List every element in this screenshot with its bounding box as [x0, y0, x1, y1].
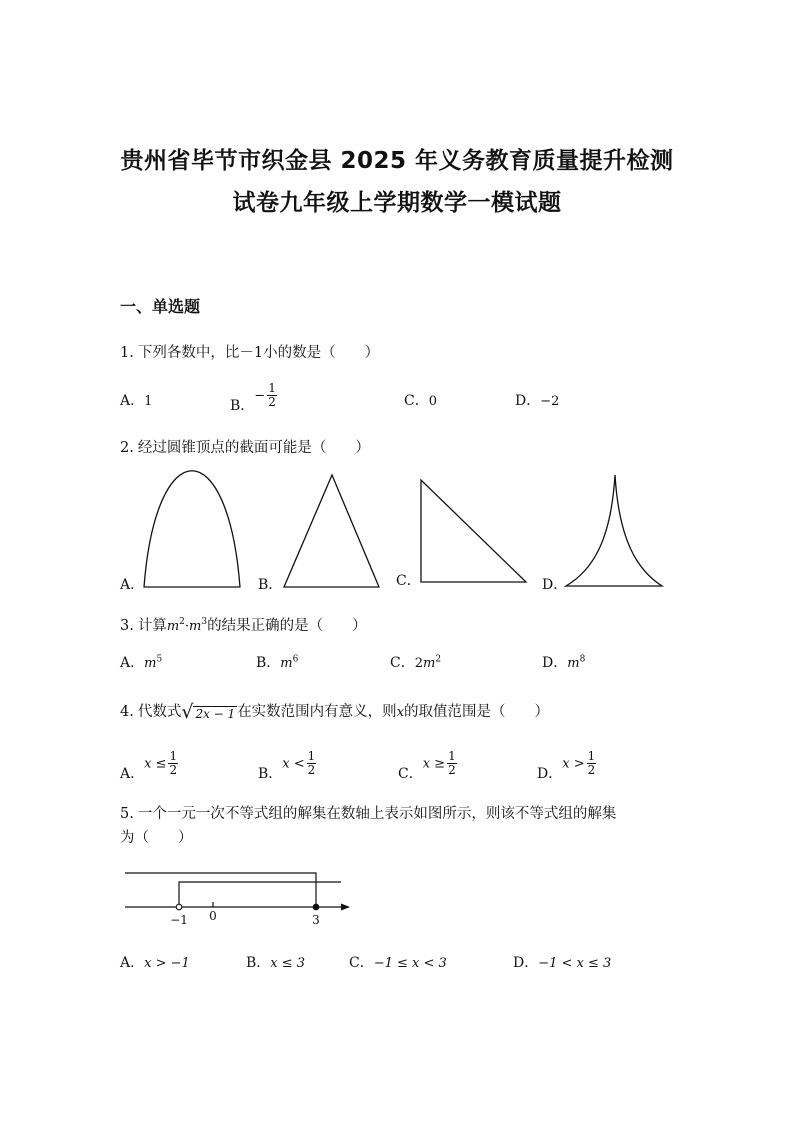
question-stem-middle: 在实数范围内有意义，则	[237, 704, 397, 720]
q4-option-c	[398, 749, 457, 782]
option-label: A．	[120, 393, 145, 409]
fraction	[168, 750, 178, 777]
numerator: 1	[587, 749, 596, 763]
fraction	[267, 382, 277, 409]
option-value: 1	[144, 394, 153, 409]
expr-dot: ·	[184, 619, 190, 634]
option-label: A．	[120, 655, 145, 671]
expr-exp2: 3	[201, 617, 208, 628]
axis-arrow	[341, 904, 350, 911]
numerator: 1	[169, 749, 178, 763]
option-label: C．	[349, 955, 374, 971]
tick-label-0: 0	[209, 909, 217, 923]
expr-exp1: 2	[179, 617, 185, 628]
right-triangle	[421, 480, 526, 582]
isosceles-triangle	[284, 475, 379, 587]
parabola-section-figure	[140, 470, 250, 590]
question-stem-after: 的结果正确的是（ ）	[207, 618, 367, 634]
q1-option-c	[404, 390, 437, 410]
square-root	[181, 702, 237, 722]
question-number: 5.	[120, 806, 134, 822]
option-relation: x >	[562, 756, 585, 772]
option-label: B．	[230, 397, 255, 414]
question-number: 2.	[120, 440, 134, 456]
option-value: −1 < x ≤ 3	[538, 956, 612, 971]
option-base: m	[567, 656, 580, 671]
option-relation: x ≥	[422, 756, 446, 772]
option-label: D．	[537, 765, 563, 782]
question-4	[120, 700, 549, 722]
open-point-neg1	[176, 904, 182, 910]
closed-point-3	[313, 904, 319, 910]
question-number: 1.	[120, 345, 134, 361]
concave-outline	[566, 475, 662, 586]
denominator: 2	[448, 763, 456, 777]
question-stem-before: 计算	[137, 618, 167, 634]
q5-option-a	[120, 952, 190, 972]
question-5-line2: 为（ ）	[120, 830, 193, 846]
option-label: B．	[258, 765, 283, 782]
fraction	[447, 750, 457, 777]
q4-option-b	[258, 749, 316, 782]
q4-option-d	[537, 749, 596, 782]
fraction	[587, 750, 597, 777]
question-stem-before: 代数式	[137, 704, 182, 720]
ray-x-le-3	[125, 873, 316, 907]
option-label: B．	[246, 955, 271, 971]
option-label: D．	[542, 655, 568, 671]
q5-option-c	[349, 952, 447, 972]
option-sign: −	[254, 388, 266, 404]
option-label: B．	[256, 655, 281, 671]
q3-option-c	[390, 652, 441, 672]
q1-option-a	[120, 390, 152, 410]
q3-option-a	[120, 652, 162, 672]
option-relation: x <	[282, 756, 305, 772]
triangle-section-figure	[280, 470, 390, 590]
option-label: A．	[120, 955, 145, 971]
question-3	[120, 614, 367, 635]
question-stem-after: 的取值范围是（ ）	[404, 704, 550, 720]
q3-option-d	[542, 652, 585, 672]
question-5	[120, 802, 616, 823]
option-coef: 2	[414, 656, 423, 671]
option-base: m	[423, 656, 436, 671]
fraction	[307, 750, 317, 777]
radicand: 2x − 1	[195, 707, 236, 721]
option-label: C．	[390, 655, 415, 671]
question-number: 3.	[120, 618, 134, 634]
ray-x-gt-neg1	[179, 882, 341, 907]
q2-option-c-label: C．	[396, 573, 421, 589]
question-stem: 下列各数中，比－1小的数是（ ）	[137, 345, 380, 361]
question-stem: 经过圆锥顶点的截面可能是（ ）	[137, 440, 370, 456]
expr-base2: m	[189, 619, 202, 634]
option-value: x ≤ 3	[270, 956, 306, 971]
option-exp: 6	[292, 654, 299, 665]
radical-sign: √	[181, 701, 194, 723]
denominator: 2	[169, 763, 178, 777]
option-value: −2	[540, 394, 560, 409]
page-title-line2: 试卷九年级上学期数学一模试题	[232, 190, 562, 216]
option-base: m	[280, 656, 293, 671]
right-triangle-figure	[418, 470, 533, 590]
option-exp: 2	[435, 654, 442, 665]
q2-option-d-label: D．	[542, 577, 568, 593]
option-label: D．	[515, 393, 541, 409]
q1-option-b	[230, 381, 277, 414]
option-exp: 8	[579, 654, 586, 665]
denominator: 2	[268, 395, 276, 409]
q1-option-d	[515, 390, 559, 410]
tick-label-3: 3	[312, 913, 320, 927]
question-stem-line1: 一个一元一次不等式组的解集在数轴上表示如图所示，则该不等式组的解集	[137, 806, 617, 822]
denominator: 2	[587, 763, 596, 777]
denominator: 2	[307, 763, 316, 777]
question-1	[120, 341, 379, 362]
number-line-figure	[120, 862, 360, 928]
option-label: C．	[404, 393, 429, 409]
question-number: 4.	[120, 704, 134, 720]
concave-triangle-figure	[563, 470, 668, 590]
option-base: m	[144, 656, 157, 671]
parabolic-outline	[144, 471, 240, 587]
option-relation: x ≤	[144, 756, 167, 772]
numerator: 1	[307, 749, 316, 763]
q5-option-d	[513, 952, 611, 972]
q2-option-a-label: A．	[120, 577, 145, 593]
q4-option-a	[120, 749, 178, 782]
option-label: D．	[513, 955, 539, 971]
option-value: −1 ≤ x < 3	[373, 956, 447, 971]
tick-label-neg1: −1	[170, 913, 188, 927]
option-exp: 5	[156, 654, 163, 665]
option-label: A．	[120, 765, 145, 782]
numerator: 1	[448, 749, 456, 763]
q3-option-b	[256, 652, 298, 672]
numerator: 1	[268, 381, 276, 395]
q2-option-b-label: B．	[258, 577, 283, 593]
q5-option-b	[246, 952, 305, 972]
expr-base1: m	[166, 619, 180, 634]
question-2	[120, 436, 370, 457]
page-title-line1: 贵州省毕节市织金县 2025 年义务教育质量提升检测	[120, 148, 674, 174]
variable: x	[396, 705, 405, 720]
option-value: 0	[428, 394, 437, 409]
option-value: x > −1	[144, 956, 190, 971]
option-label: C．	[398, 765, 423, 782]
section-heading: 一、单选题	[120, 297, 201, 316]
